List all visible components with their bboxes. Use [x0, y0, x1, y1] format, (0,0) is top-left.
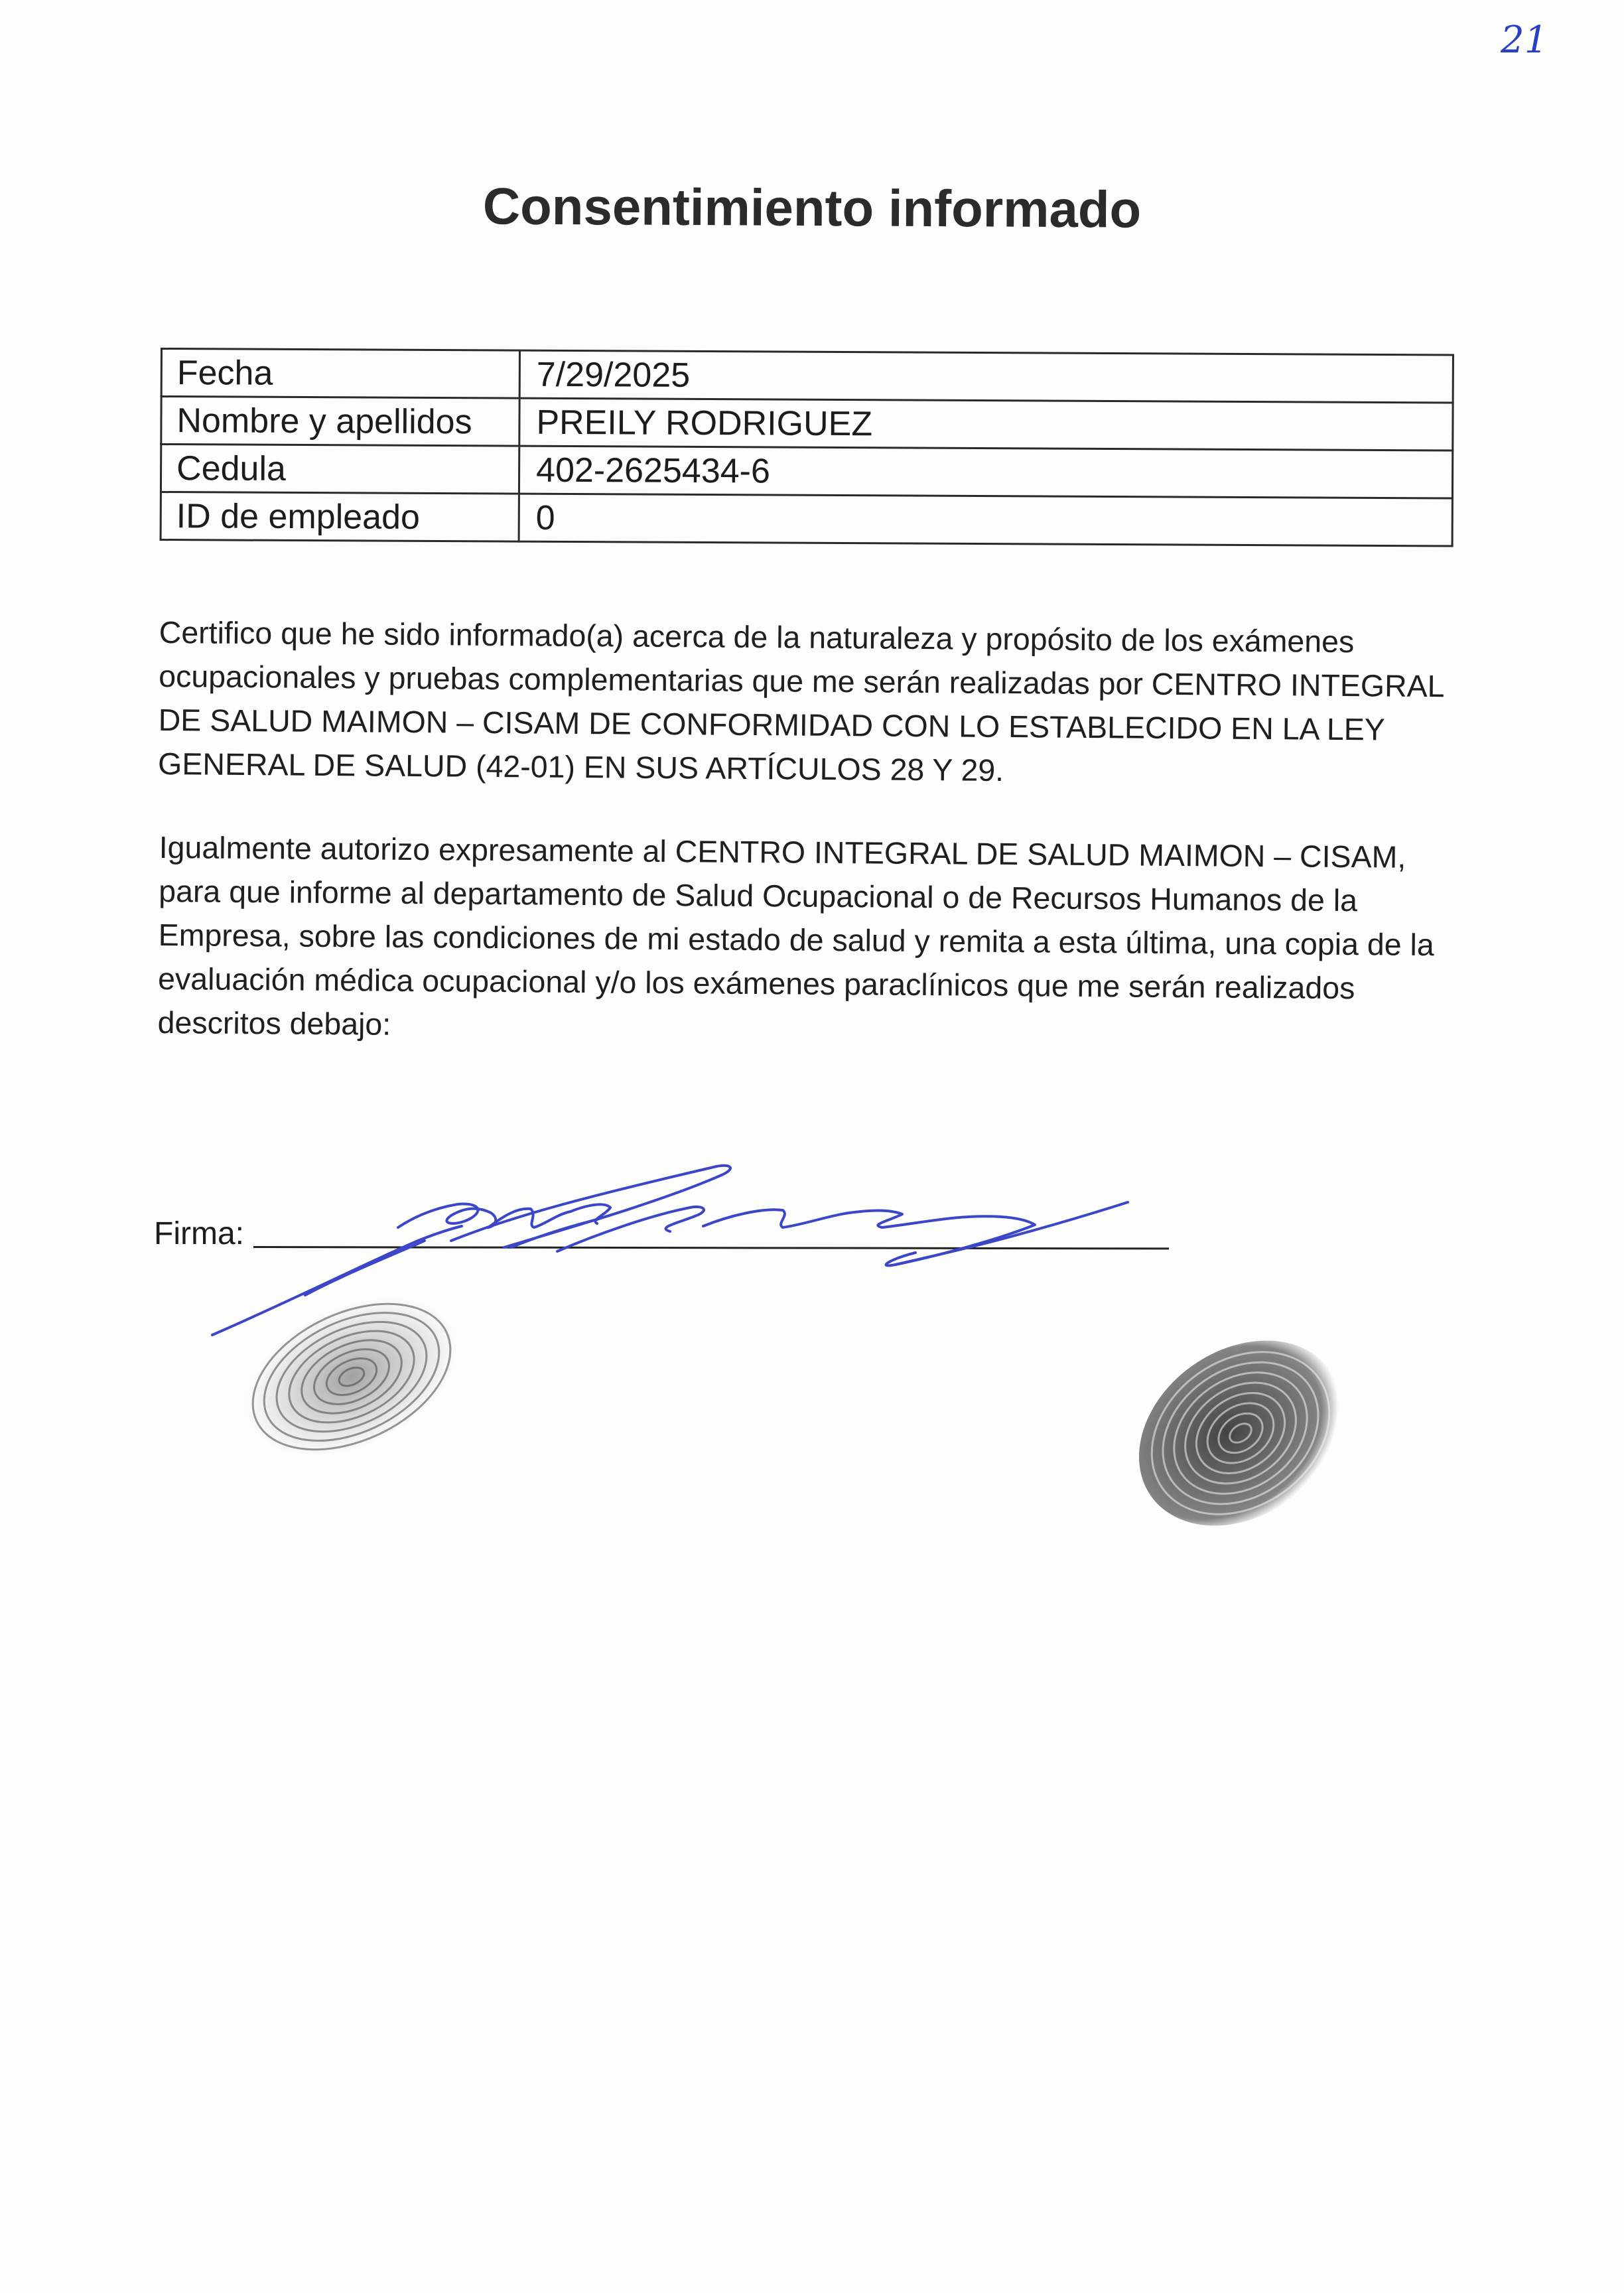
- value-fecha: 7/29/2025: [519, 350, 1453, 403]
- label-cedula: Cedula: [161, 445, 519, 494]
- consent-paragraph-2: Igualmente autorizo expresamente al CENTRO INTEGRAL DE SALUD MAIMON – CISAM, para que informe al departamento de Salud Ocupacional o de Recursos Humanos de la Empresa, sobre las condiciones de mi estado de salud y remita a esta última, una copia de la evaluación médica ocupacional y/o los exámenes paraclínicos que me serán realizados descritos debajo:: [157, 829, 1434, 1042]
- handwritten-page-number: 21: [1501, 19, 1548, 62]
- value-cedula: 402-2625434-6: [519, 446, 1452, 498]
- label-id-empleado: ID de empleado: [161, 492, 519, 542]
- table-row: [161, 397, 1453, 451]
- signature-label: Firma:: [154, 1216, 244, 1251]
- label-nombre: Nombre y apellidos: [161, 397, 519, 447]
- table-row: [161, 349, 1453, 403]
- table-row: [161, 492, 1452, 547]
- value-nombre: PREILY RODRIGUEZ: [519, 398, 1453, 451]
- document-title: Consentimiento informado: [482, 176, 1142, 239]
- info-table: [160, 348, 1454, 547]
- fingerprint-right-icon: [1128, 1320, 1353, 1546]
- label-fecha: Fecha: [161, 349, 519, 399]
- table-row: [161, 445, 1452, 499]
- value-id-empleado: 0: [519, 494, 1452, 546]
- fingerprint-left-icon: [232, 1281, 471, 1473]
- consent-paragraph-1: Certifico que he sido informado(a) acerca de la naturaleza y propósito de los exámenes ocupacionales y pruebas complementarias que me serán realizadas por CENTRO INTEGRAL DE SALUD MAIMON – CISAM DE CONFORMIDAD CON LO ESTABLECIDO EN LA LEY GENERAL DE SALUD (42-01) EN SUS ARTÍCULOS 28 Y 29.: [157, 614, 1444, 788]
